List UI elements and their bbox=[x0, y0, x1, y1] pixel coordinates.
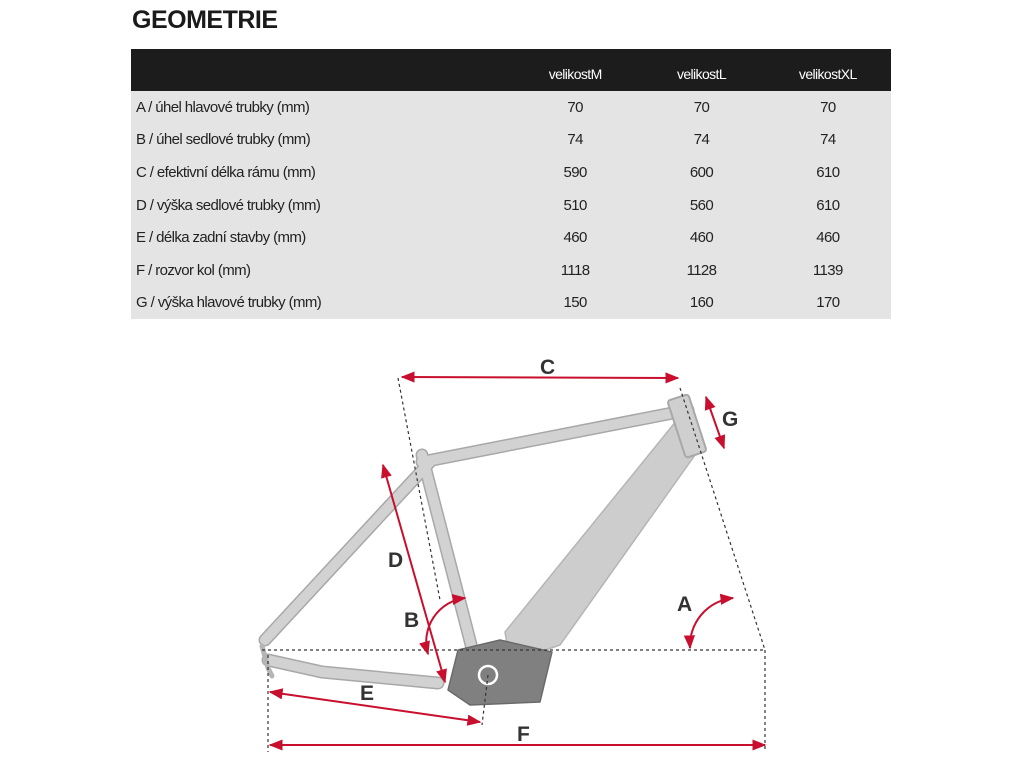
geometry-table bbox=[131, 49, 891, 319]
label-e: E bbox=[360, 682, 375, 705]
row-label: F / rozvor kol (mm) bbox=[136, 261, 251, 279]
cell-value: 70 bbox=[567, 98, 583, 116]
table-row bbox=[131, 91, 891, 124]
cell-value: 170 bbox=[816, 294, 840, 312]
arrow-e bbox=[270, 692, 480, 722]
cell-value: 600 bbox=[689, 163, 714, 181]
header-cell-size-m: velikostM bbox=[548, 65, 602, 82]
row-label: C / efektivní délka rámu (mm) bbox=[136, 163, 316, 181]
page-title: GEOMETRIE bbox=[132, 6, 278, 34]
label-f: F bbox=[517, 723, 530, 746]
cell-value: 1139 bbox=[812, 261, 843, 279]
cell-value: 460 bbox=[689, 229, 714, 247]
cell-value: 1118 bbox=[560, 261, 590, 279]
label-a: A bbox=[677, 593, 693, 616]
table-row bbox=[131, 156, 891, 189]
table-header-row bbox=[131, 49, 891, 91]
header-cell-param bbox=[131, 49, 512, 91]
cell-value: 460 bbox=[816, 229, 840, 247]
motor-housing bbox=[448, 640, 552, 705]
cell-value: 460 bbox=[563, 229, 587, 247]
bike-frame bbox=[262, 394, 707, 705]
cell-value: 74 bbox=[820, 131, 836, 149]
row-label: B / úhel sedlové trubky (mm) bbox=[136, 131, 311, 149]
row-label: E / délka zadní stavby (mm) bbox=[136, 229, 306, 247]
frame-geometry-diagram bbox=[0, 330, 1024, 768]
label-g: G bbox=[722, 408, 739, 431]
cell-value: 560 bbox=[689, 196, 714, 214]
arc-a bbox=[690, 598, 733, 648]
cell-value: 150 bbox=[563, 294, 587, 312]
cell-value: 70 bbox=[820, 98, 836, 116]
row-label: D / výška sedlové trubky (mm) bbox=[136, 196, 321, 214]
cell-value: 160 bbox=[689, 294, 714, 312]
table-row bbox=[131, 189, 891, 222]
label-c: C bbox=[540, 356, 556, 379]
table-row bbox=[131, 254, 891, 287]
cell-value: 590 bbox=[563, 163, 587, 181]
header-cell-size-xl: velikostXL bbox=[798, 65, 857, 82]
label-b: B bbox=[404, 609, 420, 632]
table-row bbox=[131, 221, 891, 254]
cell-value: 610 bbox=[816, 196, 840, 214]
row-label: G / výška hlavové trubky (mm) bbox=[136, 294, 322, 312]
header-cell-size-l: velikostL bbox=[676, 65, 727, 82]
cell-value: 70 bbox=[693, 98, 710, 116]
cell-value: 610 bbox=[816, 163, 840, 181]
table-row bbox=[131, 287, 891, 320]
label-d: D bbox=[388, 549, 404, 572]
cell-value: 510 bbox=[563, 196, 587, 214]
cell-value: 1128 bbox=[686, 261, 717, 279]
down-tube bbox=[505, 420, 700, 662]
cell-value: 74 bbox=[693, 131, 710, 149]
row-label: A / úhel hlavové trubky (mm) bbox=[136, 98, 310, 116]
table-row bbox=[131, 124, 891, 157]
cell-value: 74 bbox=[567, 131, 583, 149]
